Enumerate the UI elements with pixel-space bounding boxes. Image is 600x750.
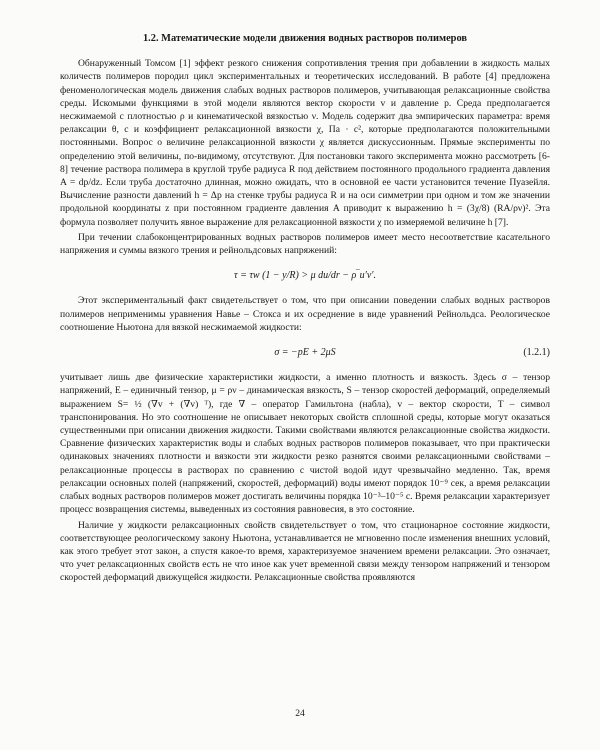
paragraph-relaxation-properties: Наличие у жидкости релаксационных свойств свидетельствует о том, что стационарное состояние жидкости, соответствующее реологическому закону Ньютона, устанавливается не мгновенно после изменения внешних условий, как этого требует этот закон, а спустя какое-то время, характеризуемое значением времени релаксации. Это означает, что учет релаксационных свойств есть не что иное как учет временной связи между тензором напряжений и тензором скоростей деформаций движущейся жидкости. Релаксационные свойства проявляются (60, 519, 550, 584)
paragraph-physical-characteristics: учитывает лишь две физические характеристики жидкости, а именно плотность и вязкость. Здесь σ – тензор напряжений, E – единичный тензор, μ = ρν – динамическая вязкость, S – тензор скоростей деформаций, определяемый выражением S= ½ (∇v + (∇v) ᵀ), где ∇ – оператор Гамильтона (набла), v – вектор скорости, T – символ транспонирования. Но это соотношение не описывает некоторых свойств сплошной среды, которые могут оказаться существенными при описании движения жидкости. Такими свойствами являются релаксационные свойства жидкости. Сравнение физических характеристик воды и слабых водных растворов полимеров показывает, что при практически одинаковых значениях плотности и вязкости эти жидкости резко разнятся своими релаксационными свойствами – релаксационные процессы в растворах по сравнению с чистой водой идут чрезвычайно медленно. Так, время релаксации основных полей (напряжений, скоростей, деформаций) воды имеют порядок 10⁻⁹ сек, а время релаксации слабых водных растворов полимеров может достигать величины порядка 10⁻³–10⁻⁵ с. Время релаксации характеризует процесс возвращения системы, выведенных из состояния равновесия, в это состояние. (60, 372, 550, 516)
paragraph-thoms-effect: Обнаруженный Томсом [1] эффект резкого снижения сопротивления трения при добавлении в жидкость малых количеств полимеров породил цикл экспериментальных и теоретических исследований. В работе [4] предложена феноменологическая модель движения слабых водных растворов полимеров, учитывающая релаксационные свойства среды. Искомыми функциями в этой модели являются вектор скорости v и давление p. Среда предполагается несжимаемой с плотностью ρ и кинематической вязкостью ν. Модель содержит два эмпирических параметра: время релаксации θ, с и коэффициент релаксационной вязкости χ, Па · с², которые предполагаются положительными постоянными. Вопрос о величине релаксационной вязкости χ является дискуссионным. Прямые эксперименты по определению этой величины, по-видимому, отсутствуют. Для постановки такого эксперимента можно рассмотреть [6-8] течение раствора полимера в круглой трубе радиуса R под действием постоянного продольного градиента давления A = dp/dz. Если труба достаточно длинная, можно ожидать, что в основной ее части установится течение Пуазейля. Вычисление разности давлений h = Δp на стенке трубы радиуса R и на оси симметрии при одном и том же значении продольной координаты z при постоянном градиенте давления A приводит к выражению h = (3χ/8) (RA/ρν)². Эта формула позволяет получить явное выражение для релаксационной вязкости χ по измеряемой величине h [7]. (60, 58, 550, 228)
page-content (60, 32, 550, 585)
formula-shear-stress-text: τ = τw (1 − y/R) > μ du/dr − ρ‾u′v′. (234, 270, 376, 282)
paragraph-navier-stokes: Этот экспериментальный факт свидетельствует о том, что при описании поведении слабых водных растворов полимеров неприменимы уравнения Навье – Стокса и их осреднение в виде уравнений Рейнольдса. Реологическое соотношение Ньютона для вязкой несжимаемой жидкости: (60, 295, 550, 333)
paragraph-shear-stress: При течении слабоконцентрированных водных растворов полимеров имеет место несоответствие касательного напряжения и суммы вязкого трения и рейнольдсовых напряжений: (60, 231, 550, 257)
formula-number: (1.2.1) (523, 347, 550, 359)
section-title: 1.2. Математические модели движения водных растворов полимеров (142, 33, 468, 44)
formula-newton-rheology-text: σ = −pE + 2μS (274, 347, 336, 359)
page-number: 24 (295, 708, 305, 719)
formula-shear-stress (60, 269, 550, 282)
formula-newton-rheology (60, 346, 550, 359)
